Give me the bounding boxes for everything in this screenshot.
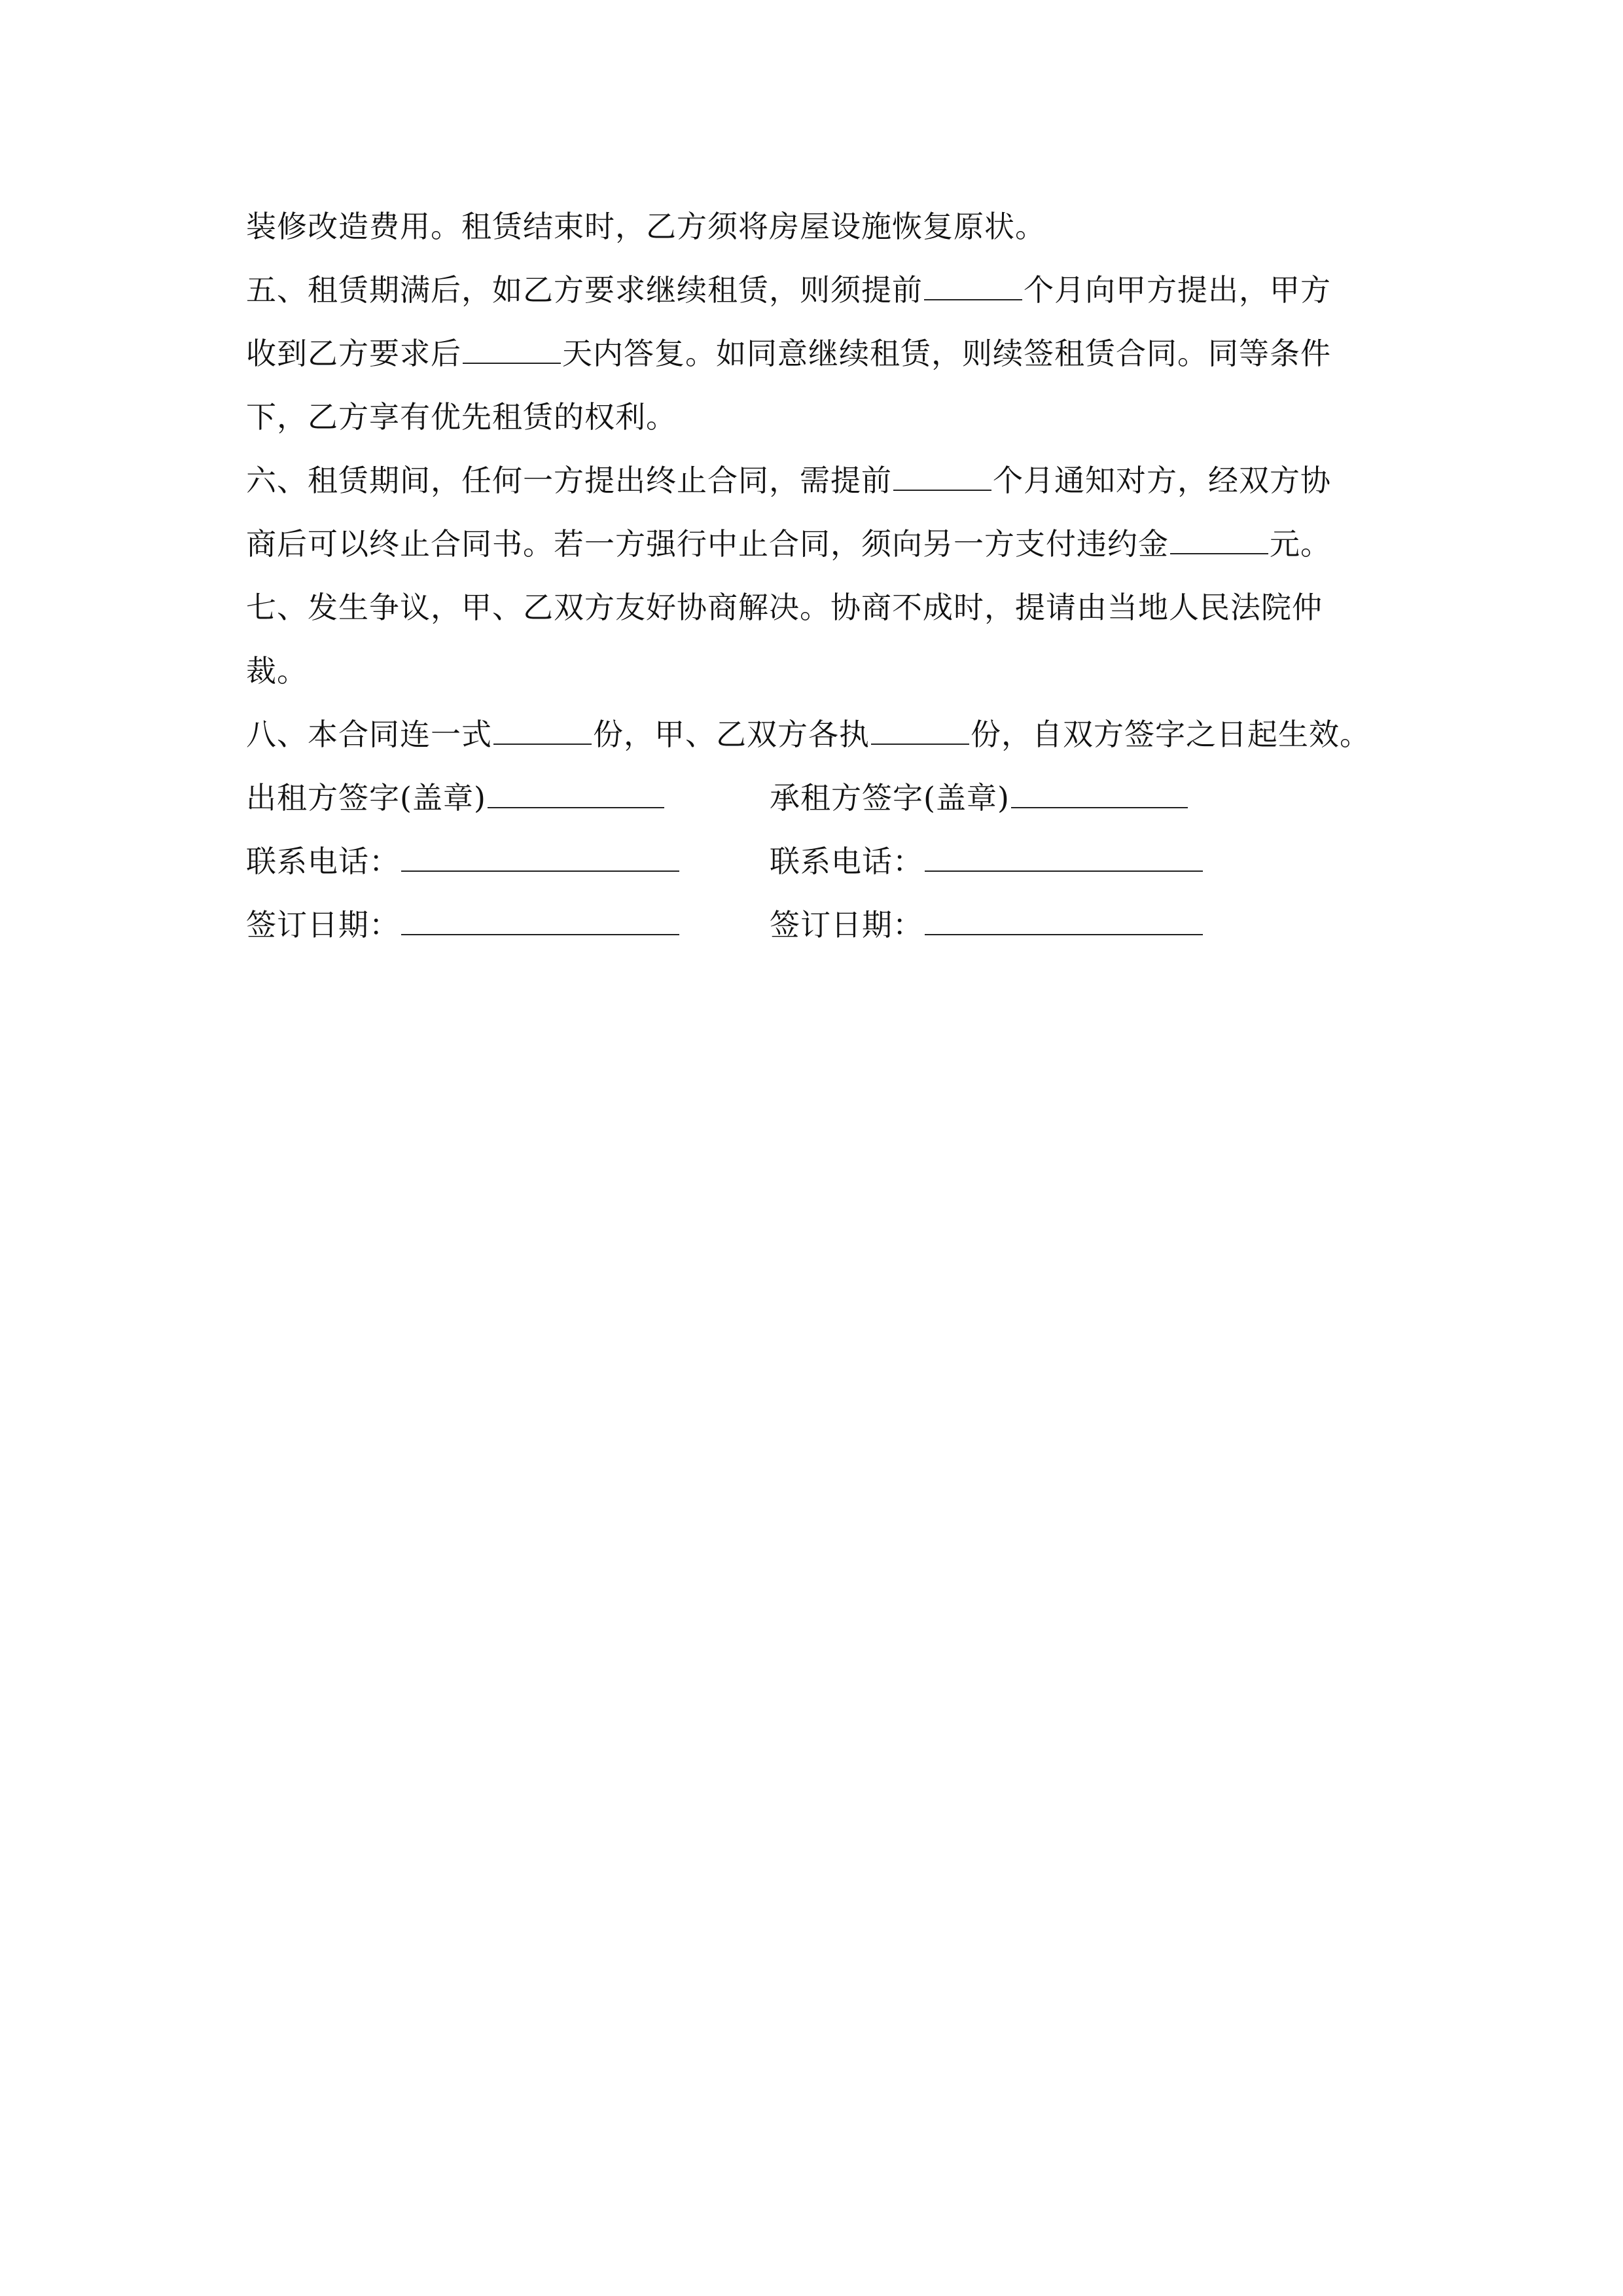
text-p6-l2a: 商后可以终止合同书。若一方强行中止合同，须向另一方支付违约金 [246, 526, 1169, 562]
blank-notice-months[interactable] [924, 270, 1022, 300]
paragraph-6-line-1 [246, 449, 1385, 512]
paragraph-restore-line [246, 195, 1385, 259]
text-p8-l1c: 份，自双方签字之日起生效。 [971, 717, 1370, 752]
text-p8-l1b: 份，甲、乙双方各执 [593, 717, 870, 752]
blank-copies-total[interactable] [493, 715, 592, 745]
lessor-date [246, 893, 681, 957]
contract-body [246, 195, 1385, 957]
lessee-signature-blank[interactable] [1011, 778, 1188, 808]
lessor-date-label: 签订日期： [246, 907, 400, 942]
text-p5-l3: 下，乙方享有优先租赁的权利。 [246, 399, 677, 435]
text-p5-l1a: 五、租赁期满后，如乙方要求继续租赁，则须提前 [246, 272, 923, 308]
text-p8-l1a: 八、本合同连一式 [246, 717, 492, 752]
lessor-phone [246, 830, 681, 893]
text-p6-l1a: 六、租赁期间，任何一方提出终止合同，需提前 [246, 463, 892, 498]
text-p6-l2b: 元。 [1270, 526, 1331, 562]
lessor-signature [246, 766, 666, 830]
paragraph-7-line-2 [246, 639, 1385, 703]
blank-termination-months[interactable] [893, 461, 991, 491]
lessee-date-label: 签订日期： [770, 907, 923, 942]
paragraph-5-line-1 [246, 259, 1385, 322]
text-p7-l1: 七、发生争议，甲、乙双方友好协商解决。协商不成时，提请由当地人民法院仲 [246, 590, 1323, 625]
lessor-signature-blank[interactable] [488, 778, 664, 808]
blank-copies-each[interactable] [871, 715, 969, 745]
lessee-phone-blank[interactable] [925, 842, 1203, 872]
date-row [246, 893, 1385, 957]
text-p7-l2: 裁。 [246, 653, 308, 689]
lessee-signature [770, 766, 1189, 830]
lessee-date [770, 893, 1204, 957]
text-p5-l2b: 天内答复。如同意继续租赁，则续签租赁合同。同等条件 [562, 336, 1331, 371]
paragraph-8-line-1 [246, 703, 1385, 766]
paragraph-6-line-2 [246, 512, 1385, 576]
paragraph-7-line-1 [246, 576, 1385, 639]
phone-row [246, 830, 1385, 893]
paragraph-5-line-3 [246, 386, 1385, 449]
signature-row [246, 766, 1385, 830]
text-restore: 装修改造费用。租赁结束时，乙方须将房屋设施恢复原状。 [246, 209, 1046, 244]
lessor-phone-label: 联系电话： [246, 844, 400, 879]
lessor-phone-blank[interactable] [401, 842, 679, 872]
blank-penalty-amount[interactable] [1170, 524, 1268, 554]
paragraph-5-line-2 [246, 322, 1385, 386]
blank-reply-days[interactable] [463, 334, 561, 364]
lessor-signature-label: 出租方签字(盖章) [246, 780, 486, 816]
text-p5-l1b: 个月向甲方提出，甲方 [1024, 272, 1331, 308]
text-p6-l1b: 个月通知对方，经双方协 [993, 463, 1331, 498]
lessor-date-blank[interactable] [401, 905, 679, 935]
text-p5-l2a: 收到乙方要求后 [246, 336, 461, 371]
lessee-date-blank[interactable] [925, 905, 1203, 935]
lessee-signature-label: 承租方签字(盖章) [770, 780, 1010, 816]
lessee-phone-label: 联系电话： [770, 844, 923, 879]
lessee-phone [770, 830, 1204, 893]
